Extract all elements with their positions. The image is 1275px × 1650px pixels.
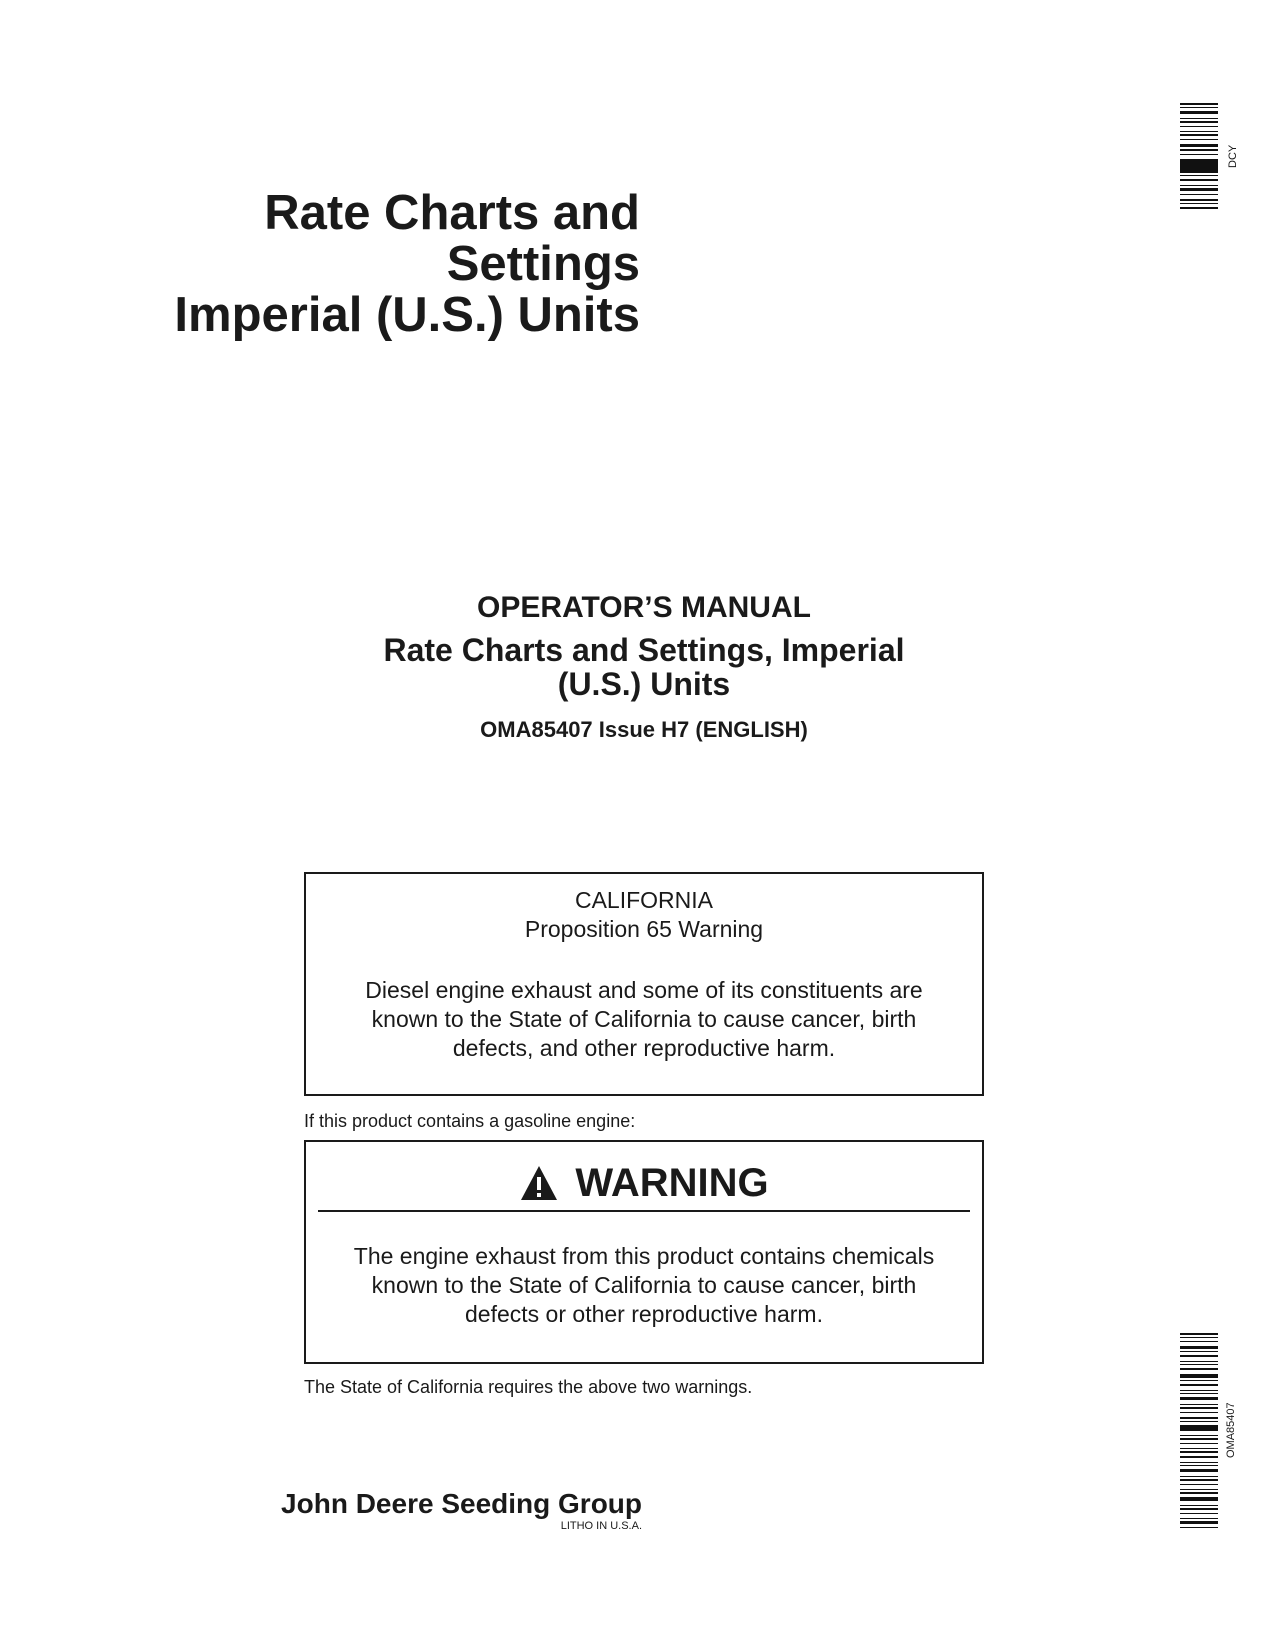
prop65-body-line-3: defects, and other reproductive harm. — [452, 1035, 836, 1061]
prop65-body-line-1: Diesel engine exhaust and some of its constituents are — [365, 977, 923, 1003]
state-requirement-note: The State of California requires the above two warnings. — [304, 1377, 753, 1397]
prop65-body — [306, 976, 982, 1063]
brand-name: John Deere Seeding Group — [281, 1488, 642, 1519]
prop65-warning-box — [304, 872, 984, 1096]
title-line-2: Settings — [446, 237, 640, 291]
warning-body-line-2: known to the State of California to cause cancer, birth — [371, 1272, 917, 1298]
warning-label: WARNING — [575, 1161, 769, 1205]
manual-issue: OMA85407 Issue H7 (ENGLISH) — [480, 717, 808, 742]
manual-heading: OPERATOR’S MANUAL — [477, 591, 811, 624]
warning-body-line-3: defects or other reproductive harm. — [465, 1301, 823, 1327]
prop65-title-line-1: CALIFORNIA — [574, 887, 714, 913]
barcode-bottom — [1180, 1333, 1218, 1529]
prop65-title-line-2: Proposition 65 Warning — [524, 916, 764, 942]
manual-subtitle — [300, 633, 988, 701]
barcode-top — [1180, 103, 1218, 210]
manual-subtitle-line-2: (U.S.) Units — [557, 666, 731, 702]
prop65-body-line-2: known to the State of California to cause cancer, birth — [371, 1006, 917, 1032]
gasoline-warning-box — [304, 1140, 984, 1364]
side-code-bottom: OMA85407 — [1225, 1402, 1237, 1458]
title-line-1: Rate Charts and — [264, 186, 640, 240]
gasoline-engine-note: If this product contains a gasoline engine: — [304, 1111, 636, 1131]
side-code-top: DCY — [1227, 144, 1239, 168]
manual-subtitle-line-1: Rate Charts and Settings, Imperial — [383, 632, 905, 668]
warning-body — [316, 1242, 972, 1329]
document-title — [100, 188, 640, 341]
manual-info — [300, 590, 988, 743]
litho-note: LITHO IN U.S.A. — [560, 1520, 642, 1532]
title-line-3: Imperial (U.S.) Units — [174, 288, 640, 342]
warning-header — [318, 1156, 970, 1212]
warning-body-line-1: The engine exhaust from this product contains chemicals — [353, 1243, 935, 1269]
warning-triangle-icon — [519, 1164, 559, 1202]
